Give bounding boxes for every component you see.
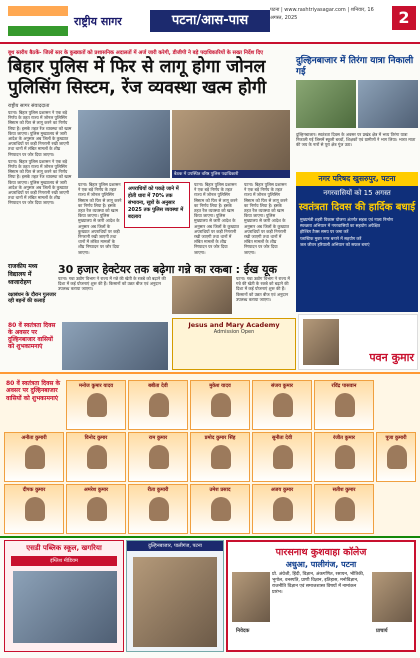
side-headline: दुल्हिनबाजार में तिरंगा यात्रा निकाली गई [296,56,414,77]
jesus-mary-academy-ad [172,318,296,370]
lead-body: पटना। बिहार पुलिस प्रशासन ने एक बड़े निर्णय के तहत राज्य में जोनल पुलिसिंग सिस्टम को फिर से लागू करने का निर्णय लिया है। इसके तहत रेंज व्यवस्था को खत्म किया जाएगा। पुलिस मुख्यालय से जारी आदेश के अनुसार अब जिलों के कुख्यात अपराधियों पर कड़ी निगरानी रखी जाएगी तथा थानों में लंबित मामलों के शीघ्र निष्पादन पर जोर दिया जाएगा। पटना। बिहार पुलिस प्रशासन ने एक बड़े निर्णय के तहत राज्य में जोनल पुलिसिंग सिस्टम को फिर से लागू करने का निर्णय लिया है। इसके तहत रेंज व्यवस्था को खत्म किया जाएगा। पुलिस मुख्यालय से जारी आदेश के अनुसार अब जिलों के कुख्यात अपराधियों पर कड़ी निगरानी रखी जाएगी तथा थानों में लंबित मामलों के शीघ्र निष्पादन पर जोर दिया जाएगा। [8,110,72,206]
jm-ad-tag: Admission Open [213,329,255,335]
list-item: होल्डिंग टैक्स समय पर जमा करें [300,229,349,235]
greeting-tile: रीता कुमारी [128,484,188,534]
photo-ad-sub: दुल्हिनबाजार, पालीगंज, पटना [127,541,223,551]
pawan-name: पवन कुमार [369,351,414,364]
mid-body-col2: पटना। गन्ना उद्योग विभाग ने राज्य में गन्ने की खेती के रकबे को बढ़ाने की दिशा में कई योजनाएं शुरू की हैं। किसानों को उन्नत बीज एवं अनुदान उपलब्ध कराया जाएगा। [236,276,290,302]
np-ad-list [300,217,414,247]
school-ad [4,540,124,652]
greeting-tile: सतीश कुमार [314,484,374,534]
greeting-tile: रविंद्र पासवान [314,380,374,430]
nagar-parishad-ad [296,172,418,312]
avatar [149,497,169,521]
greeting-tile: संजय कुमार [252,380,312,430]
story2-head: रक्षाबंधन के दौरान गुलजार रही बहनों की कलाई [8,292,57,304]
avatar [303,319,339,365]
avatar [149,445,169,469]
avatar [335,497,355,521]
college-ad-title: पारसनाथ कुशवाहा कॉलेज [275,547,367,558]
section-title: पटना/आस-पास [150,10,270,32]
avatar [25,497,45,521]
school-photo [62,322,168,370]
greeting-tile: उमेश प्रसाद [190,484,250,534]
greetings-banner [0,372,420,538]
lead-body-col4: पटना। बिहार पुलिस प्रशासन ने एक बड़े निर्णय के तहत राज्य में जोनल पुलिसिंग सिस्टम को फिर से लागू करने का निर्णय लिया है। इसके तहत रेंज व्यवस्था को खत्म किया जाएगा। पुलिस मुख्यालय से जारी आदेश के अनुसार अब जिलों के कुख्यात अपराधियों पर कड़ी निगरानी रखी जाएगी तथा थानों में लंबित मामलों के शीघ्र निष्पादन पर जोर दिया जाएगा। [244,182,289,255]
lead-headline: बिहार पुलिस में फिर से लागू होगा जोनल पुलिसिंग सिस्टम, रेंज व्यवस्था खत्म होगी [8,57,267,98]
np-ad-title: नगर परिषद खुसरुपुर, पटना [296,172,418,186]
tricolor-logo-icon [8,6,68,36]
avatar [211,445,231,469]
college-ad-body: प्रो. अंग्रेजी, हिंदी, विज्ञान, अंकगणित, रसायन, भौतिकी, भूगोल, वनस्पति, प्राणी विज्ञान, इतिहास, मनोविज्ञान, राजनीति विज्ञान एवं समाजशास्त्र विषयों में नामांकन प्रारंभ। [272,572,365,595]
greeting-tile: पूजा कुमारी [376,432,416,482]
list-item: प्लास्टिक मुक्त नगर बनाने में सहयोग करें [300,235,362,241]
masthead [0,0,420,44]
left-subhead: राजकीय मध्य विद्यालय में ध्वजारोहण [8,263,38,286]
mid-headline: 30 हजार हेक्टेयर तक बढ़ेगा गन्ने का रकबा : ईख यूक [58,263,277,276]
greeting-tile: रंजीत कुमार [314,432,374,482]
avatar [273,393,293,417]
lead-photo [78,110,170,178]
banner-greeting: 80 वें स्वतंत्रता दिवस के अवसर पर दुल्हिनबाजार वासियों को शुभकामनाएं [6,380,61,402]
page-number: 2 [392,6,416,30]
avatar [273,445,293,469]
avatar [335,393,355,417]
jm-ad-name: Jesus and Mary Academy [188,321,280,329]
pawan-kumar-ad [298,314,418,370]
photo-ad [126,540,224,652]
mid-body: पटना। गन्ना उद्योग विभाग ने राज्य में गन्ने की खेती के रकबे को बढ़ाने की दिशा में कई योजनाएं शुरू की हैं। किसानों को उन्नत बीज एवं अनुदान उपलब्ध कराया जाएगा। [58,276,166,292]
college-ad [226,540,416,652]
greeting-tile: अमरेश कुमार [66,484,126,534]
greeting-tile: दीपक कुमार [4,484,64,534]
lead-body-col3: पटना। बिहार पुलिस प्रशासन ने एक बड़े निर्णय के तहत राज्य में जोनल पुलिसिंग सिस्टम को फिर से लागू करने का निर्णय लिया है। इसके तहत रेंज व्यवस्था को खत्म किया जाएगा। पुलिस मुख्यालय से जारी आदेश के अनुसार अब जिलों के कुख्यात अपराधियों पर कड़ी निगरानी रखी जाएगी तथा थानों में लंबित मामलों के शीघ्र निष्पादन पर जोर दिया जाएगा। [194,182,239,255]
portrait-photo [133,557,217,647]
mid-photo [172,276,232,314]
avatar [387,445,407,469]
college-ad-sub: अधुआ, पालीगंज, पटना [285,560,357,569]
greeting-tile: राम कुमार [128,432,188,482]
avatar [25,445,45,469]
school-ad-sub: इंग्लिश मीडियम [11,556,117,566]
avatar [87,497,107,521]
greeting-tile: मुकेश यादव [190,380,250,430]
avatar [211,497,231,521]
side-body: दुल्हिनबाजार। स्वतंत्रता दिवस के अवसर पर प्रखंड क्षेत्र में भव्य तिरंगा यात्रा निकाली गई जिसमें स्कूली बच्चों, शिक्षकों एवं ग्रामीणों ने भाग लिया। भारत माता की जय के नारों से पूरा क्षेत्र गूंज उठा। [296,132,416,148]
avatar [87,393,107,417]
school-building-photo [13,571,117,643]
avatar [273,497,293,521]
greeting-tile: बबीता देवी [128,380,188,430]
lead-body-col2: पटना। बिहार पुलिस प्रशासन ने एक बड़े निर्णय के तहत राज्य में जोनल पुलिसिंग सिस्टम को फिर से लागू करने का निर्णय लिया है। इसके तहत रेंज व्यवस्था को खत्म किया जाएगा। पुलिस मुख्यालय से जारी आदेश के अनुसार अब जिलों के कुख्यात अपराधियों पर कड़ी निगरानी रखी जाएगी तथा थानों में लंबित मामलों के शीघ्र निष्पादन पर जोर दिया जाएगा। [78,182,122,255]
greeting-box: 80 वें स्वतंत्रता दिवस के अवसर पर दुल्हिनबाजार वासियों को शुभकामनाएं [8,322,56,350]
avatar [335,445,355,469]
avatar [149,393,169,417]
avatar [211,393,231,417]
greeting-tile: मनोज कुमार यादव [66,380,126,430]
edition-meta: पटना | www.rashtriyasagar.com | शनिवार, 16 अगस्त, 2025 [270,7,374,21]
list-item: मुख्यमंत्री शहरी विकास योजना अंतर्गत सड़क एवं नाला निर्माण [300,217,393,222]
lead-photo-caption: बैठक में उपस्थित वरिष्ठ पुलिस पदाधिकारी [172,170,290,178]
list-item: जल जीवन हरियाली अभियान को सफल बनाएं [300,241,370,247]
avatar [372,572,412,622]
school-ad-title: एसडी पब्लिक स्कूल, खगरिया [26,544,102,552]
lead-byline: राष्ट्रीय सागर संवाददाता [8,103,50,109]
paper-name: राष्ट्रीय सागर [74,15,122,28]
avatar [87,445,107,469]
greeting-tile: सुनीता देवी [252,432,312,482]
lead-strap: बूथ स्तरीय बैठकें- जिलों स्तर के कुख्यातों को प्रशासनिक अदालतों में अर्ज जारी करेगी, डीजीपी ने बड़े पदाधिकारियों के सख्त निर्देश दिए [8,50,263,56]
np-ad-highlight: स्वतंत्रता दिवस की हार्दिक बधाई [298,202,416,213]
greeting-tile: विनोद कुमार [66,432,126,482]
college-ad-sign-right: प्राचार्य [376,628,388,634]
lead-photo-2 [172,110,290,178]
side-photo [296,80,356,128]
list-item: स्वच्छता अभियान में नगरवासियों का सहयोग अपेक्षित [300,223,380,229]
side-photo-2 [358,80,418,128]
np-ad-line: नगरवासियों को 15 अगस्त [323,189,391,197]
greeting-tile: प्रमोद कुमार सिंह [190,432,250,482]
college-ad-sign-left: निवेदक [236,628,250,634]
lead-quote: अपराधियों को पकड़े जाने में होती धारा में 70% तक संभावना, सूत्रों के अनुसार 2025 तक पुलिस व्यवस्था में बदलाव [124,182,190,228]
greeting-tile: अजय कुमार [252,484,312,534]
avatar [232,572,270,622]
greeting-tile: अनीता कुमारी [4,432,64,482]
